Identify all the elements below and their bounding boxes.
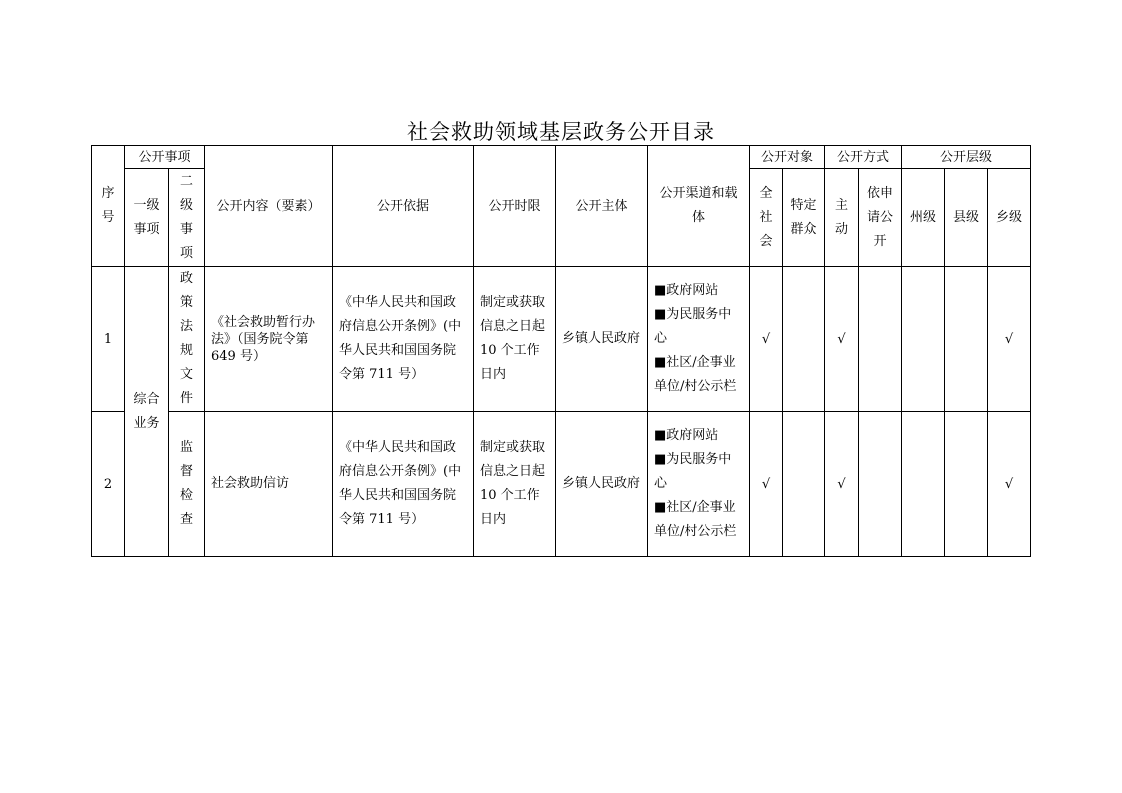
row-level-county bbox=[945, 267, 988, 412]
table-row bbox=[92, 267, 1031, 412]
header-level-town: 乡级 bbox=[988, 169, 1031, 267]
header-items-group: 公开事项 bbox=[125, 146, 205, 169]
channel-item: ■社区/企事业单位/村公示栏 bbox=[654, 500, 737, 539]
header-method-active: 主动 bbox=[825, 169, 859, 267]
catalog-table bbox=[91, 145, 1031, 557]
header-channel: 公开渠道和载体 bbox=[648, 146, 750, 267]
row-target-all: √ bbox=[750, 267, 783, 412]
row-channels bbox=[648, 267, 750, 412]
header-level1: 一级事项 bbox=[125, 169, 169, 267]
merged-level1: 综合业务 bbox=[125, 267, 169, 557]
channel-item: ■政府网站 bbox=[654, 428, 719, 443]
page-title: 社会救助领域基层政务公开目录 bbox=[407, 120, 715, 144]
row-subject: 乡镇人民政府 bbox=[556, 267, 648, 412]
row-target-all: √ bbox=[750, 412, 783, 557]
header-seq: 序号 bbox=[92, 146, 125, 267]
row-method-active: √ bbox=[825, 412, 859, 557]
header-target-specific: 特定群众 bbox=[783, 169, 825, 267]
header-level-state: 州级 bbox=[902, 169, 945, 267]
row-method-active: √ bbox=[825, 267, 859, 412]
header-basis: 公开依据 bbox=[333, 146, 474, 267]
header-target-all: 全社会 bbox=[750, 169, 783, 267]
row-target-specific bbox=[783, 267, 825, 412]
row-level-town: √ bbox=[988, 267, 1031, 412]
header-level-county: 县级 bbox=[945, 169, 988, 267]
header-subject: 公开主体 bbox=[556, 146, 648, 267]
header-time-limit: 公开时限 bbox=[474, 146, 556, 267]
row-seq: 2 bbox=[92, 412, 125, 557]
header-method-request: 依申请公开 bbox=[859, 169, 902, 267]
header-target-group: 公开对象 bbox=[750, 146, 825, 169]
header-row-1 bbox=[92, 146, 1031, 169]
channel-item: ■为民服务中心 bbox=[654, 452, 732, 491]
header-method-group: 公开方式 bbox=[825, 146, 902, 169]
row-content: 社会救助信访 bbox=[205, 412, 333, 557]
channel-item: ■政府网站 bbox=[654, 283, 719, 298]
row-time-limit: 制定或获取信息之日起 10 个工作日内 bbox=[474, 412, 556, 557]
row-subject: 乡镇人民政府 bbox=[556, 412, 648, 557]
row-seq: 1 bbox=[92, 267, 125, 412]
row-content: 《社会救助暂行办法》（国务院令第 649 号） bbox=[205, 267, 333, 412]
row-level2: 监督检查 bbox=[169, 412, 205, 557]
row-basis: 《中华人民共和国政府信息公开条例》(中华人民共和国国务院令第 711 号） bbox=[333, 267, 474, 412]
row-level-town: √ bbox=[988, 412, 1031, 557]
channel-item: ■社区/企事业单位/村公示栏 bbox=[654, 355, 737, 394]
row-level-state bbox=[902, 267, 945, 412]
row-method-request bbox=[859, 412, 902, 557]
header-level-group: 公开层级 bbox=[902, 146, 1031, 169]
row-target-specific bbox=[783, 412, 825, 557]
header-level2: 二级事项 bbox=[169, 169, 205, 267]
row-channels bbox=[648, 412, 750, 557]
channel-item: ■为民服务中心 bbox=[654, 307, 732, 346]
header-content: 公开内容（要素） bbox=[205, 146, 333, 267]
row-basis: 《中华人民共和国政府信息公开条例》(中华人民共和国国务院令第 711 号） bbox=[333, 412, 474, 557]
row-level2: 政策法规文件 bbox=[169, 267, 205, 412]
table-row bbox=[92, 412, 1031, 557]
row-time-limit: 制定或获取信息之日起 10 个工作日内 bbox=[474, 267, 556, 412]
row-method-request bbox=[859, 267, 902, 412]
row-level-county bbox=[945, 412, 988, 557]
row-level-state bbox=[902, 412, 945, 557]
